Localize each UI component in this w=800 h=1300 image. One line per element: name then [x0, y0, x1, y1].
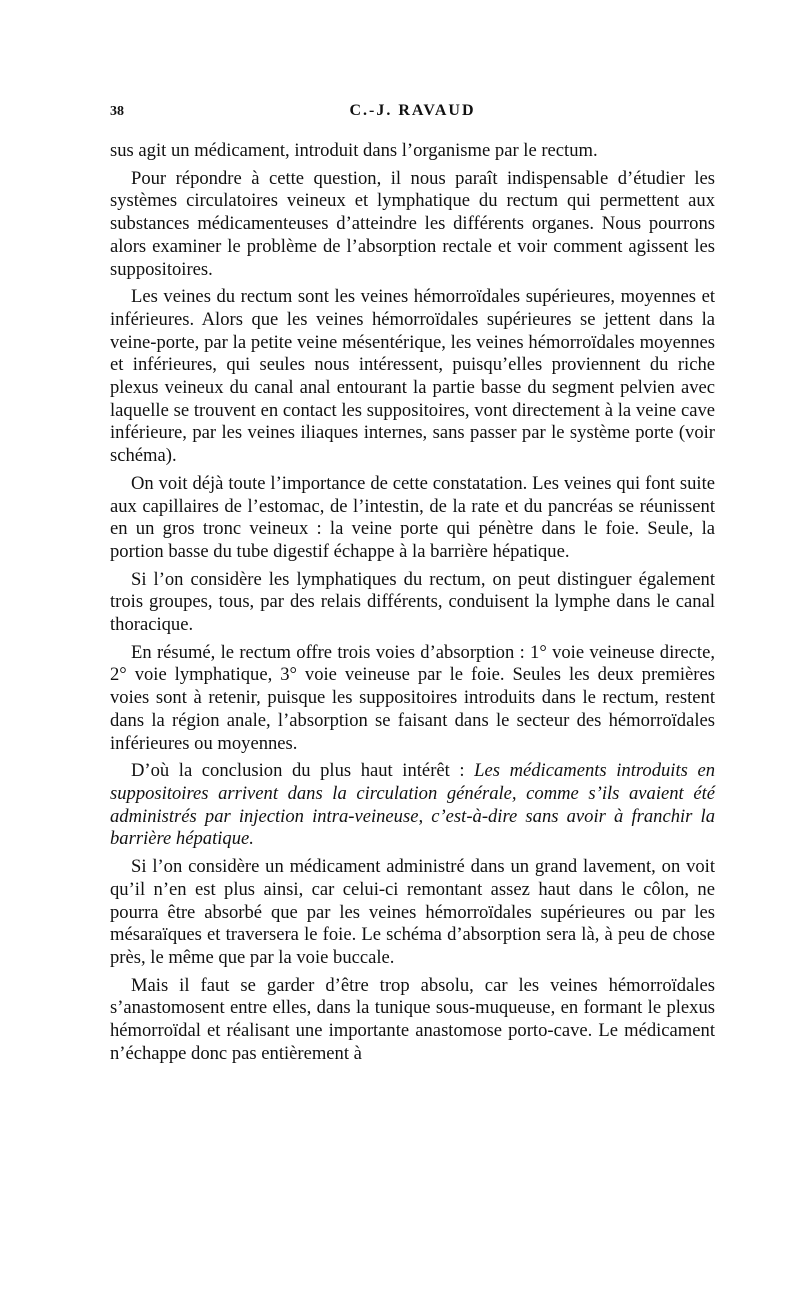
- paragraph: On voit déjà toute l’importance de cette constatation. Les veines qui font suite aux capillaires de l’estomac, de l’intestin, de la rate et du pancréas se réunissent en un gros tronc veineux : la veine porte qui pénètre dans le foie. Seule, la portion basse du tube digestif échappe à la barrière hépatique.: [110, 472, 715, 562]
- book-page: [110, 96, 715, 1070]
- body-text: [110, 140, 715, 1065]
- paragraph: Mais il faut se garder d’être trop absolu, car les veines hémorroïdales s’anastomosent entre elles, dans la tunique sous-muqueuse, en formant le plexus hémorroïdal et réalisant une importante anastomose porto-cave. Le médicament n’échappe donc pas entièrement à: [110, 974, 715, 1064]
- conclusion-italic: Les médicaments introduits en suppositoires arrivent dans la circulation générale, comme s’ils avaient été administrés par injection intra-veineuse, c’est-à-dire sans avoir à franchir la barrière hépatique.: [110, 760, 715, 850]
- paragraph: Si l’on considère les lymphatiques du rectum, on peut distinguer également trois groupes, tous, par des relais différents, conduisent la lymphe dans le canal thoracique.: [110, 568, 715, 636]
- paragraph: Pour répondre à cette question, il nous paraît indispensable d’étudier les systèmes circulatoires veineux et lymphatique du rectum qui permettent aux substances médicamenteuses d’atteindre les différents organes. Nous pourrons alors examiner le problème de l’absorption rectale et voir comment agissent les suppositoires.: [110, 167, 715, 280]
- page-number: 38: [110, 104, 124, 119]
- running-head: C.-J. RAVAUD: [349, 102, 476, 119]
- paragraph: Les veines du rectum sont les veines hémorroïdales supérieures, moyennes et inférieures. Alors que les veines hémorroïdales supérieures se jettent dans la veine-porte, par la petite veine mésentérique, les veines hémorroïdales moyennes et inférieures, qui seules nous intéressent, puisqu’elles proviennent du riche plexus veineux du canal anal entourant la partie basse du segment pelvien avec laquelle se trouvent en contact les suppositoires, vont directement à la veine cave inférieure, par les veines iliaques internes, sans passer par le système porte (voir schéma).: [110, 286, 715, 467]
- page-header: [110, 96, 715, 126]
- paragraph-conclusion: [110, 760, 715, 851]
- paragraph-continuation: sus agit un médicament, introduit dans l’organisme par le rectum.: [110, 140, 598, 161]
- paragraph: Si l’on considère un médicament administré dans un grand lavement, on voit qu’il n’en est plus ainsi, car celui-ci remontant assez haut dans le côlon, ne pourra être absorbé que par les veines hémorroïdales supérieures ou par les mésaraïques et traversera le foie. Le schéma d’absorption sera là, à peu de chose près, le même que par la voie buccale.: [110, 856, 715, 968]
- conclusion-lead: D’où la conclusion du plus haut intérêt :: [131, 760, 465, 782]
- paragraph: En résumé, le rectum offre trois voies d’absorption : 1° voie veineuse directe, 2° voie lymphatique, 3° voie veineuse par le foie. Seules les deux premières voies sont à retenir, puisque les suppositoires introduits dans le rectum, restent dans la région anale, l’absorption se faisant dans le secteur des hémorroïdales inférieures ou moyennes.: [110, 641, 715, 754]
